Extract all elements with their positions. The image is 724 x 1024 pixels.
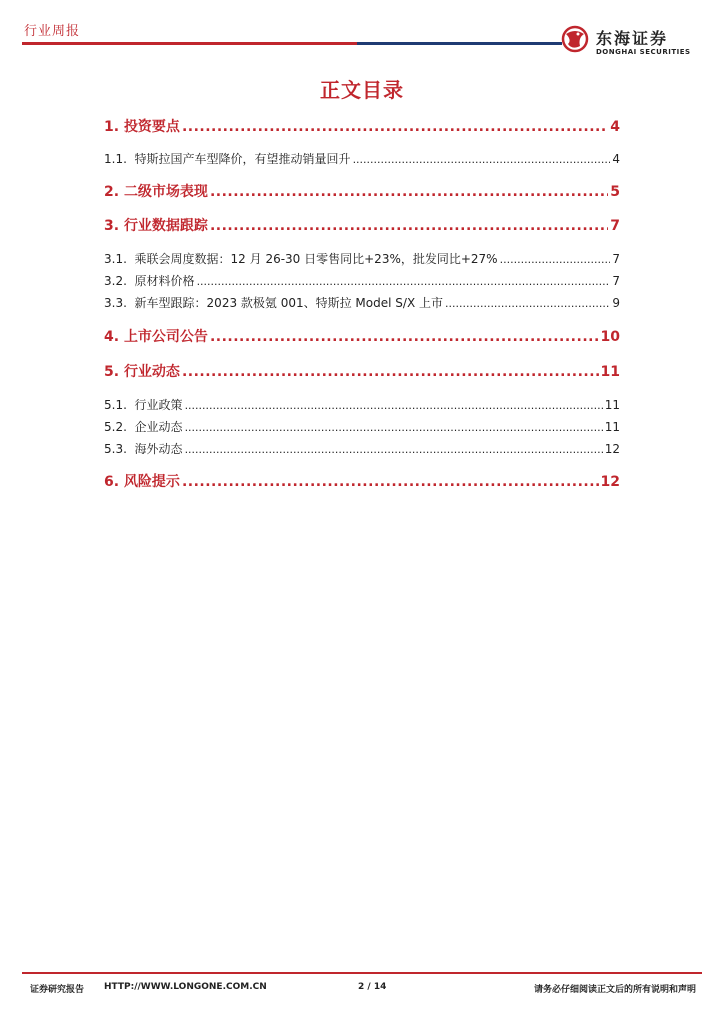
- toc-text: 原材料价格: [134, 274, 195, 288]
- toc-entry[interactable]: [104, 326, 620, 346]
- toc-entry[interactable]: [104, 418, 620, 435]
- toc-text: 乘联会周度数据：12 月 26-30 日零售同比+23%，批发同比+27%: [134, 252, 498, 266]
- toc-number: 3.1.: [104, 252, 127, 266]
- toc-page: 11: [604, 420, 620, 434]
- toc-text: 新车型跟踪：2023 款极氪 001、特斯拉 Model S/X 上市: [134, 296, 443, 310]
- toc-number: 3.: [104, 218, 120, 234]
- toc-number: 5.2.: [104, 420, 127, 434]
- footer-rule: [22, 972, 702, 974]
- dragon-logo-icon: [560, 24, 590, 54]
- dot-leader: [182, 474, 599, 490]
- toc-page: 11: [600, 364, 620, 380]
- dot-leader: [182, 119, 608, 135]
- toc-text: 特斯拉国产车型降价，有望推动销量回升: [134, 152, 351, 166]
- toc-number: 4.: [104, 329, 120, 345]
- toc-page: 7: [610, 218, 620, 234]
- toc-entry[interactable]: [104, 471, 620, 491]
- toc-entry[interactable]: [104, 272, 620, 289]
- dot-leader: [182, 364, 599, 380]
- toc-number: 1.: [104, 119, 120, 135]
- toc-text: 上市公司公告: [123, 329, 208, 345]
- toc-text: 二级市场表现: [123, 184, 208, 200]
- toc-text: 投资要点: [123, 119, 180, 135]
- toc-entry[interactable]: [104, 181, 620, 201]
- toc-page: 5: [610, 184, 620, 200]
- dot-leader: [210, 218, 608, 234]
- header-rule: [22, 42, 562, 45]
- dot-leader: [185, 399, 603, 412]
- toc-entry[interactable]: [104, 250, 620, 267]
- toc-entry[interactable]: [104, 440, 620, 457]
- toc-entry[interactable]: [104, 215, 620, 235]
- toc-number: 6.: [104, 474, 120, 490]
- toc-entry[interactable]: [104, 396, 620, 413]
- brand-logo: [560, 24, 706, 60]
- dot-leader: [197, 275, 611, 288]
- toc-page: 4: [612, 152, 620, 166]
- toc-text: 企业动态: [134, 420, 183, 434]
- dot-leader: [210, 184, 608, 200]
- toc-text: 行业数据跟踪: [123, 218, 208, 234]
- toc-number: 5.: [104, 364, 120, 380]
- toc-number: 1.1.: [104, 152, 127, 166]
- toc-number: 5.3.: [104, 442, 127, 456]
- toc-text: 风险提示: [123, 474, 180, 490]
- footer-page-number: 2 / 14: [358, 982, 387, 992]
- dot-leader: [445, 297, 610, 310]
- toc-number: 2.: [104, 184, 120, 200]
- toc-text: 行业动态: [123, 364, 180, 380]
- dot-leader: [210, 329, 599, 345]
- toc-number: 5.1.: [104, 398, 127, 412]
- footer-report-label: 证券研究报告: [30, 985, 85, 995]
- page-title: 正文目录: [320, 78, 404, 102]
- toc-entry[interactable]: [104, 294, 620, 311]
- toc-page: 12: [604, 442, 620, 456]
- toc-text: 海外动态: [134, 442, 183, 456]
- dot-leader: [353, 153, 611, 166]
- toc-page: 4: [610, 119, 620, 135]
- report-type-label: 行业周报: [24, 24, 81, 39]
- toc-entry[interactable]: [104, 361, 620, 381]
- toc-number: 3.3.: [104, 296, 127, 310]
- toc-page: 7: [612, 274, 620, 288]
- toc-page: 11: [604, 398, 620, 412]
- toc-page: 7: [612, 252, 620, 266]
- toc-number: 3.2.: [104, 274, 127, 288]
- toc-page: 10: [600, 329, 620, 345]
- brand-name-cn: 东海证券: [596, 29, 669, 48]
- dot-leader: [185, 421, 603, 434]
- toc-entry[interactable]: [104, 150, 620, 167]
- footer-disclaimer: 请务必仔细阅读正文后的所有说明和声明: [533, 985, 696, 995]
- toc-entry[interactable]: [104, 116, 620, 136]
- footer-website-link[interactable]: HTTP://WWW.LONGONE.COM.CN: [104, 982, 267, 992]
- brand-name-en: DONGHAI SECURITIES: [596, 48, 691, 56]
- toc-page: 9: [612, 296, 620, 310]
- dot-leader: [500, 253, 611, 266]
- toc-text: 行业政策: [134, 398, 183, 412]
- toc-page: 12: [600, 474, 620, 490]
- dot-leader: [185, 443, 603, 456]
